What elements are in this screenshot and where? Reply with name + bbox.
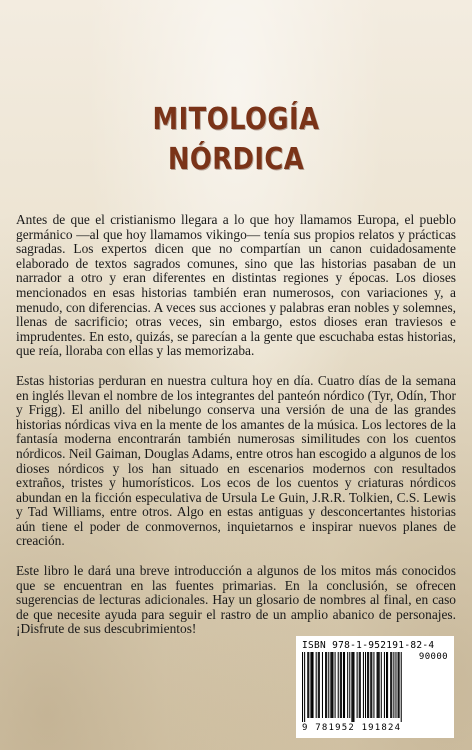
barcode-bar <box>381 652 382 718</box>
barcode-bar <box>390 652 391 718</box>
barcode-bar <box>393 652 394 718</box>
blurb-paragraph-3: Este libro le dará una breve introducción a algunos de los mitos más conocidos que se encuentran en las fuentes primarias. En la conclusión, se ofrecen sugerencias de lecturas adicionales. Hay un glosario de nombres al final, en caso de que necesite ayuda para seguir el rastro de un amplio abanico de personajes. ¡Disfrute de sus descubrimientos! <box>16 563 456 637</box>
barcode-bar <box>311 652 312 718</box>
barcode-bar <box>359 652 360 718</box>
barcode-bar <box>318 652 319 718</box>
barcode-bar <box>378 652 379 718</box>
barcode-bar <box>328 652 329 718</box>
barcode-bar <box>347 652 348 718</box>
barcode-bar <box>360 652 361 718</box>
barcode-bar <box>304 652 305 722</box>
barcode-bar <box>349 652 350 718</box>
barcode-bar <box>330 652 331 718</box>
barcode-bar <box>338 652 339 718</box>
barcode-bar <box>308 652 309 718</box>
barcode-bars <box>302 652 402 722</box>
barcode-bar <box>367 652 368 718</box>
book-title <box>0 100 472 180</box>
barcode-bar <box>357 652 358 718</box>
barcode-bar <box>371 652 372 718</box>
blurb-text <box>16 213 456 652</box>
barcode-bar <box>365 652 366 718</box>
barcode-bar <box>377 652 378 718</box>
barcode-bar <box>340 652 341 718</box>
isbn-barcode <box>296 636 454 738</box>
barcode-bar <box>386 652 387 718</box>
barcode-bar <box>302 652 303 722</box>
barcode-bar <box>353 652 354 722</box>
barcode-bar <box>307 652 308 718</box>
blurb-paragraph-1: Antes de que el cristianismo llegara a lo que hoy llamamos Europa, el pueblo germánico —al que hoy llamamos vikingo— tenía sus propios relatos y prácticas sagradas. Los expertos dicen que no compartían un canon cuidadosamente elaborado de textos sagrados comunes, sino que las historias pasaban de un narrador a otro y eran diferentes en distintas regiones y épocas. Los dioses mencionados en esas historias también eran numerosos, con variaciones y, a menudo, con diferencias. A veces sus acciones y palabras eran nobles y solemnes, llenas de sacrificio; otras veces, sin embargo, estos dioses eran traviesos e imprudentes. En esto, quizás, se parecían a la gente que escuchaba estas historias, que reía, lloraba con ellas y las memorizaba. <box>16 212 456 359</box>
barcode-bar <box>373 652 374 718</box>
barcode-bar <box>332 652 333 718</box>
barcode-bar <box>326 652 327 718</box>
barcode-bar <box>401 652 402 722</box>
barcode-bar <box>319 652 320 718</box>
barcode-bar <box>316 652 317 718</box>
barcode-bar <box>343 652 344 718</box>
title-line-2: NÓRDICA <box>167 142 305 177</box>
barcode-bar <box>384 652 385 718</box>
barcode-bar <box>341 652 342 718</box>
barcode-bar <box>368 652 369 718</box>
barcode-digits: 9 781952 191824 <box>302 723 402 733</box>
barcode-bar <box>310 652 311 718</box>
barcode-bar <box>379 652 380 718</box>
blurb-paragraph-2: Estas historias perduran en nuestra cultura hoy en día. Cuatro días de la semana en inglés llevan el nombre de los integrantes del panteón nórdico (Tyr, Odín, Thor y Frigg). El anillo del nibelungo conserva una versión de una de las grandes historias nórdicas viva en la mente de los amantes de la música. Los lectores de la fantasía moderna encontrarán también numerosas similitudes con los cuentos nórdicos. Neil Gaiman, Douglas Adams, entre otros han escogido a algunos de los dioses nórdicos y los han situado en escenarios modernos con resultados extraños, tristes y humorísticos. Los ecos de los cuentos y criaturas nórdicos abundan en la ficción especulativa de Ursula Le Guin, J.R.R. Tolkien, C.S. Lewis y Tad Williams, entre otros. Algo en estas antiguas y desconcertantes historias aún tiene el poder de conmovernos, inquietarnos e inspirar nuevos planes de creación. <box>16 372 456 549</box>
barcode-bar <box>335 652 336 718</box>
barcode-bar <box>363 652 364 718</box>
isbn-label: ISBN 978-1-952191-82-4 <box>302 640 435 651</box>
barcode-bar <box>399 652 400 718</box>
title-line-1: MITOLOGÍA <box>152 102 320 137</box>
barcode-bar <box>322 652 323 718</box>
barcode-bar <box>387 652 388 718</box>
barcode-bar <box>351 652 352 722</box>
price-code: 90000 <box>418 652 448 662</box>
barcode-bar <box>313 652 314 718</box>
barcode-bar <box>370 652 371 718</box>
barcode-bar <box>344 652 345 718</box>
barcode-bar <box>398 652 399 718</box>
barcode-bar <box>325 652 326 718</box>
barcode-bar <box>391 652 392 718</box>
barcode-bar <box>352 652 353 722</box>
barcode-bar <box>331 652 332 718</box>
barcode-bar <box>395 652 396 718</box>
